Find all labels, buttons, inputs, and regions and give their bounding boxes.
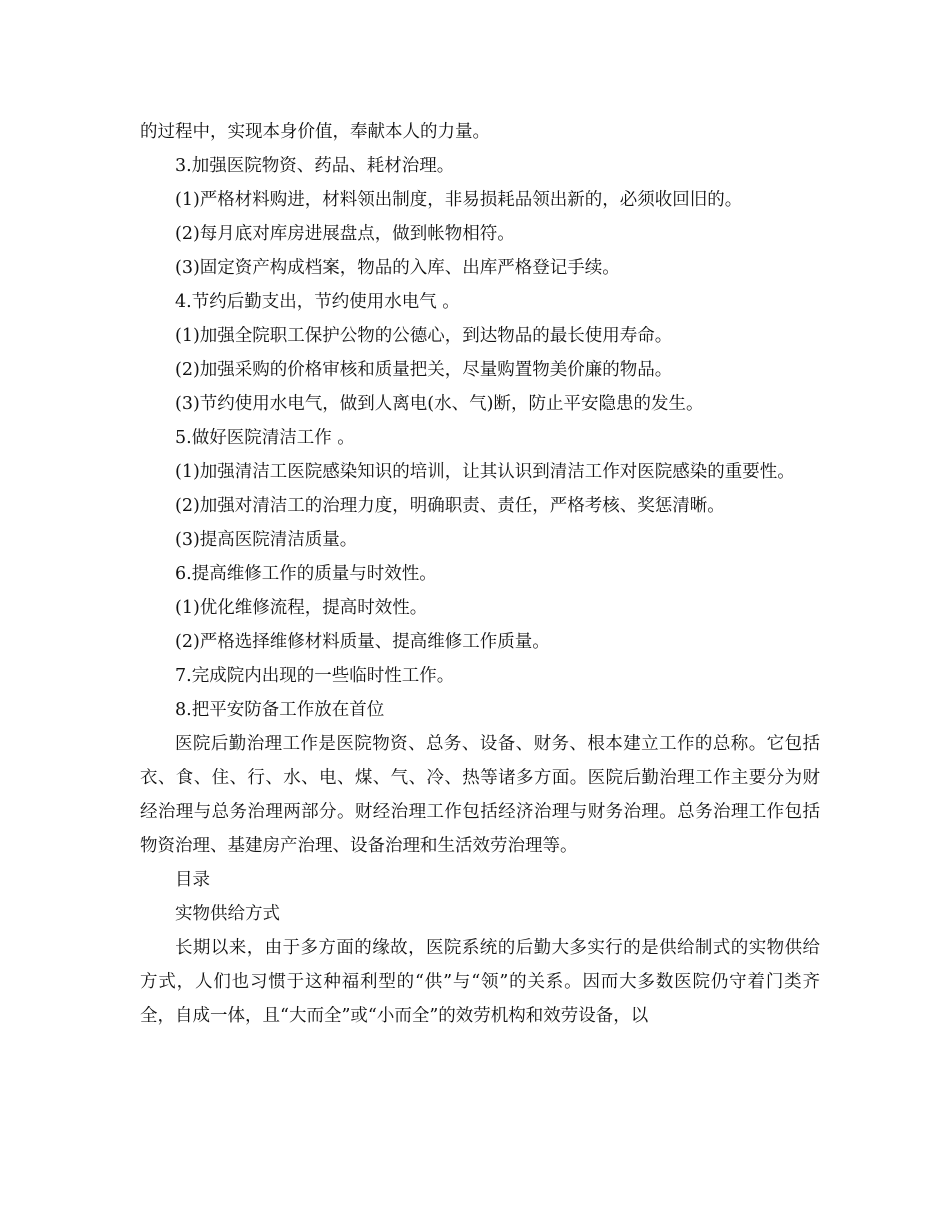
paragraph: (2)每月底对库房进展盘点，做到帐物相符。 <box>175 224 515 244</box>
paragraph: (1)加强清洁工医院感染知识的培训，让其认识到清洁工作对医院感染的重要性。 <box>175 462 795 482</box>
paragraph: (2)加强采购的价格审核和质量把关，尽量购置物美价廉的物品。 <box>175 360 673 380</box>
paragraph: 医院后勤治理工作是医院物资、总务、设备、财务、根本建立工作的总称。它包括衣、食、住、行、水、电、煤、气、冷、热等诸多方面。医院后勤治理工作主要分为财经治理与总务治理两部分。财经治理工作包括经济治理与财务治理。总务治理工作包括物资治理、基建房产治理、设备治理和生活效劳治理等。 <box>140 734 820 856</box>
paragraph: 7.完成院内出现的一些临时性工作。 <box>175 666 455 686</box>
paragraph: 4.节约后勤支出，节约使用水电气 。 <box>175 292 460 312</box>
paragraph: (1)严格材料购进，材料领出制度，非易损耗品领出新的，必须收回旧的。 <box>175 190 743 210</box>
paragraph: 长期以来，由于多方面的缘故，医院系统的后勤大多实行的是供给制式的实物供给方式，人们也习惯于这种福利型的“供”与“领”的关系。因而大多数医院仍守着门类齐全，自成一体，且“大而全”或“小而全”的效劳机构和效劳设备，以 <box>140 938 820 1026</box>
paragraph: 3.加强医院物资、药品、耗材治理。 <box>175 156 455 176</box>
paragraph: 8.把平安防备工作放在首位 <box>175 700 385 720</box>
paragraph: (2)严格选择维修材料质量、提高维修工作质量。 <box>175 632 550 652</box>
paragraph: (1)优化维修流程，提高时效性。 <box>175 598 428 618</box>
paragraph: 6.提高维修工作的质量与时效性。 <box>175 564 437 584</box>
heading-toc: 目录 <box>175 870 210 890</box>
paragraph: 的过程中，实现本身价值，奉献本人的力量。 <box>140 122 490 142</box>
section-heading: 实物供给方式 <box>175 904 280 924</box>
paragraph: (3)提高医院清洁质量。 <box>175 530 358 550</box>
paragraph: (2)加强对清洁工的治理力度，明确职责、责任，严格考核、奖惩清晰。 <box>175 496 725 516</box>
paragraph: 5.做好医院清洁工作 。 <box>175 428 355 448</box>
document-body <box>140 115 820 1033</box>
paragraph: (1)加强全院职工保护公物的公德心，到达物品的最长使用寿命。 <box>175 326 673 346</box>
paragraph: (3)节约使用水电气，做到人离电(水、气)断，防止平安隐患的发生。 <box>175 394 704 414</box>
paragraph: (3)固定资产构成档案，物品的入库、出库严格登记手续。 <box>175 258 620 278</box>
